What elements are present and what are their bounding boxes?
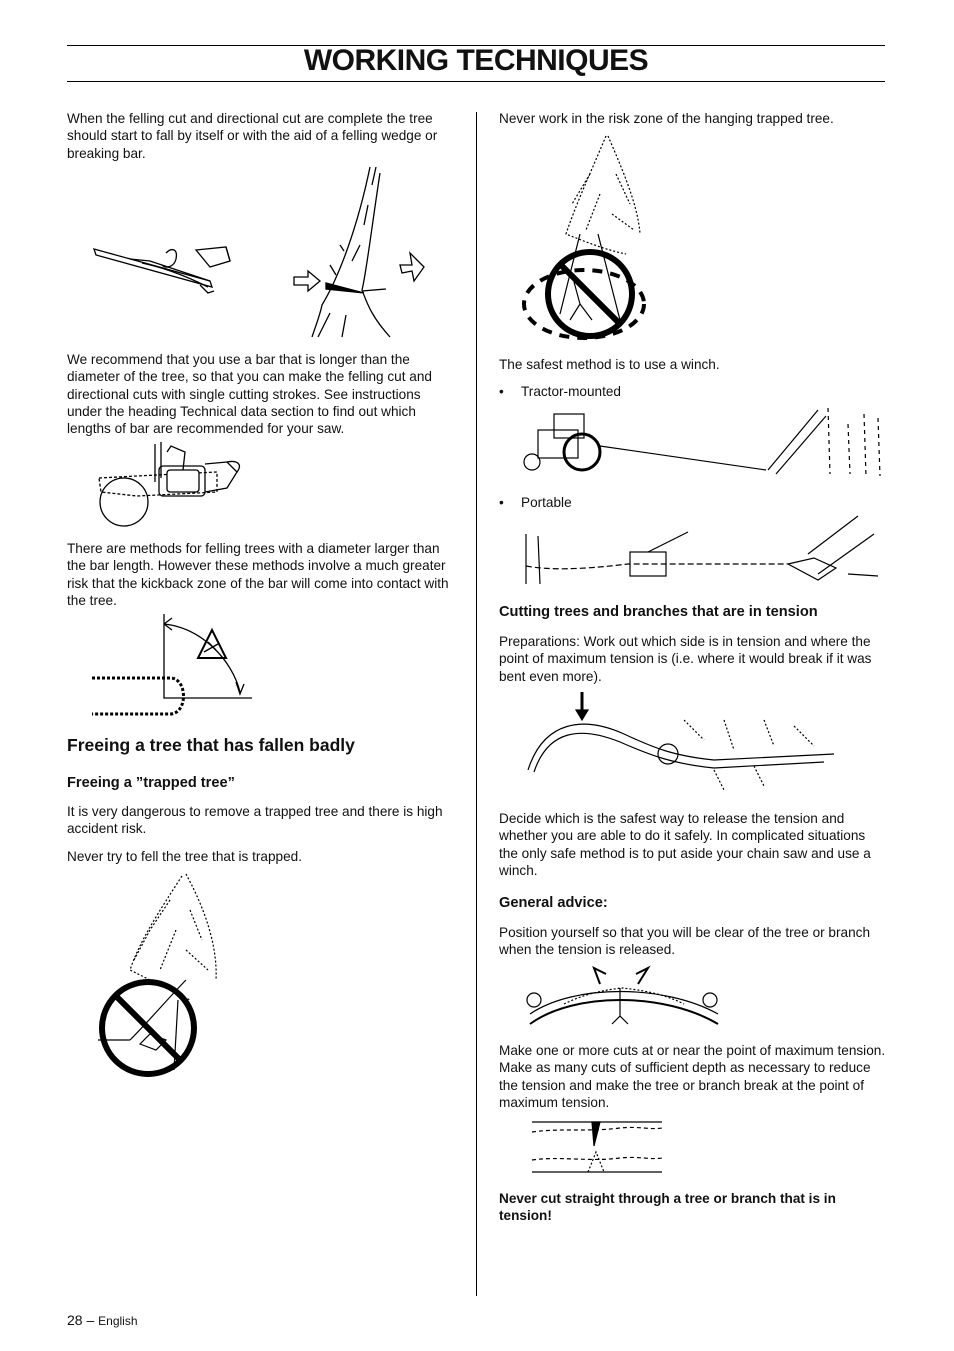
felling-wedge-illustration: [90, 165, 430, 343]
header-rule-bottom: [67, 81, 885, 82]
heading-trapped-tree: Freeing a ”trapped tree”: [67, 775, 235, 791]
left-paragraph-5: Never try to fell the tree that is trapped.: [67, 849, 302, 864]
right-paragraph-1: Never work in the risk zone of the hanging trapped tree.: [499, 111, 834, 126]
heading-freeing-tree: Freeing a tree that has fallen badly: [67, 735, 355, 755]
kickback-zone-illustration: [92, 614, 254, 722]
page-footer: [67, 1312, 138, 1328]
position-clear-illustration: [524, 964, 724, 1034]
right-paragraph-warning: Never cut straight through a tree or branch that is in tension!: [499, 1191, 836, 1224]
chainsaw-bar-illustration: [97, 442, 247, 528]
bullet-portable: • Portable: [521, 494, 887, 511]
risk-zone-prohibited-illustration: [520, 134, 650, 346]
tension-cuts-illustration: [530, 1116, 664, 1178]
right-paragraph-5: Position yourself so that you will be clear of the tree or branch when the tension is released.: [499, 925, 871, 958]
left-paragraph-2: We recommend that you use a bar that is longer than the diameter of the tree, so that you can make the felling cut and directional cuts with single cutting strokes. See instructions under the heading Technical data section to find out which lengths of bar are recommended for your saw.: [67, 352, 432, 437]
bullet-tractor-mounted: • Tractor-mounted: [521, 383, 887, 400]
portable-winch-illustration: [518, 514, 882, 590]
right-paragraph-3: Preparations: Work out which side is in tension and where the point of maximum tension is (i.e. where it would break if it was bent even more).: [499, 634, 872, 684]
tractor-winch-illustration: [518, 404, 882, 484]
footer-language: English: [98, 1314, 138, 1328]
page-number: 28 –: [67, 1312, 95, 1328]
left-paragraph-4: It is very dangerous to remove a trapped tree and there is high accident risk.: [67, 804, 443, 837]
left-paragraph-3: There are methods for felling trees with a diameter larger than the bar length. However these methods involve a much greater risk that the kickback zone of the bar will come into contact with the tree.: [67, 541, 449, 608]
heading-general-advice: General advice:: [499, 895, 608, 911]
heading-cutting-tension: Cutting trees and branches that are in tension: [499, 604, 818, 620]
right-paragraph-6: Make one or more cuts at or near the point of maximum tension. Make as many cuts of sufficient depth as necessary to reduce the tension and make the tree or branch break at the point of maximum tension.: [499, 1043, 886, 1110]
right-paragraph-4: Decide which is the safest way to release the tension and whether you are able to do it safely. In complicated situations the only safe method is to put aside your chain saw and use a winch.: [499, 811, 871, 878]
left-paragraph-1: When the felling cut and directional cut are complete the tree should start to fall by itself or with the aid of a felling wedge or breaking bar.: [67, 111, 438, 161]
trapped-tree-prohibited-illustration: [90, 870, 224, 1088]
column-divider: [476, 112, 477, 1296]
page-title: WORKING TECHNIQUES: [303, 44, 649, 77]
bent-tree-tension-illustration: [524, 690, 840, 798]
right-paragraph-2: The safest method is to use a winch.: [499, 357, 720, 372]
